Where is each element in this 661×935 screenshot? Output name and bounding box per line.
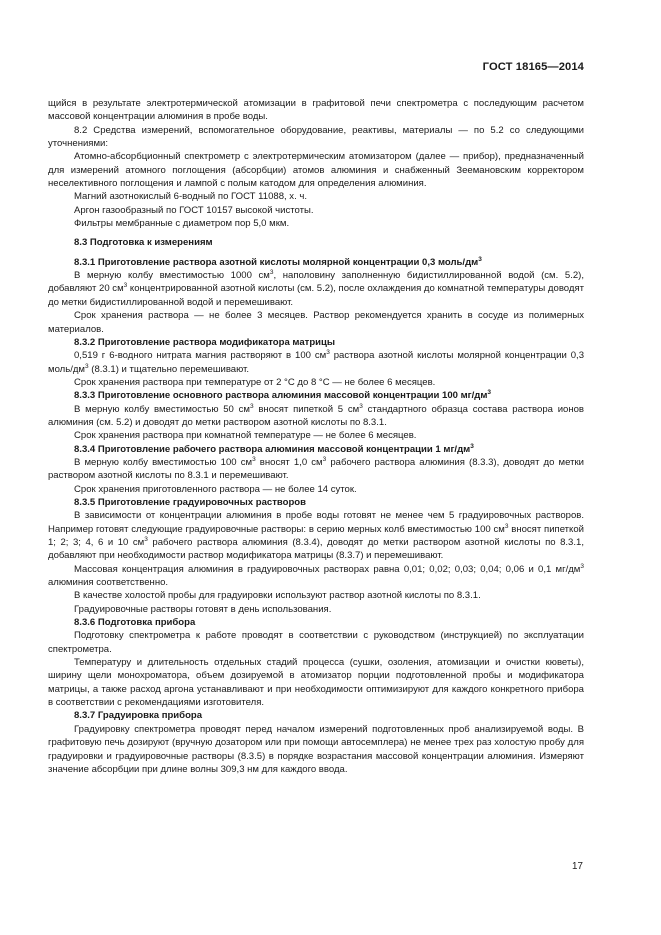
section-heading-8-3-3: 8.3.3 Приготовление основного раствора алюминия массовой концентрации 100 $мг/дм^3$	[74, 389, 492, 402]
paragraph: В мерную колбу вместимостью 1000 $см^3$, наполовину заполненную бидистиллированной водой (см. 5.2), добавляют 20 $см^3$ концентрированной азотной кислоты (см. 5.2), после охлаждения до комнатной температуры доводят до метки бидистиллированной водой и перемешивают.	[48, 269, 584, 308]
paragraph: Срок хранения раствора при температуре от 2 °С до 8 °С — не более 6 месяцев.	[74, 376, 436, 388]
page-number: 17	[572, 861, 583, 872]
paragraph: В зависимости от концентрации алюминия в пробе воды готовят не менее чем 5 градуировочных растворов. Например готовят следующие градуировочные растворы: в серию мерных колб вместимостью 100 $см^3$ вносят пипеткой 1; 2; 3; 4, 6 и 10 $см^3$ рабочего раствора алюминия (8.3.4), доводят до метки раствором азотной кислоты по 8.3.1, добавляют при необходимости раствор модификатора матрицы (8.3.7) и перемешивают.	[48, 510, 584, 562]
paragraph: В мерную колбу вместимостью 50 $см^3$ вносят пипеткой 5 $см^3$ стандартного образца состава раствора ионов алюминия (см. 5.2) и доводят до метки раствором азотной кислоты по 8.3.1.	[48, 402, 584, 428]
paragraph: 8.2 Средства измерений, вспомогательное оборудование, реактивы, материалы — по 5.2 со следующими уточнениями:	[48, 124, 584, 150]
paragraph: Градуировочные растворы готовят в день использования.	[74, 603, 332, 615]
paragraph: В качестве холостой пробы для градуировки используют раствор азотной кислоты по 8.3.1.	[74, 590, 481, 602]
section-heading-8-3-5: 8.3.5 Приготовление градуировочных растворов	[74, 496, 306, 508]
paragraph: Аргон газообразный по ГОСТ 10157 высокой чистоты.	[74, 204, 314, 216]
paragraph: Магний азотнокислый 6-водный по ГОСТ 11088, х. ч.	[74, 191, 308, 203]
paragraph: Фильтры мембранные с диаметром пор 5,0 мкм.	[74, 218, 290, 230]
document-body	[48, 97, 584, 776]
paragraph: Температуру и длительность отдельных стадий процесса (сушки, озоления, атомизации и очистки кюветы), ширину щели монохроматора, объем дозируемой в атомизатор порции подготовленной пробы и модификатора матрицы, а также расход аргона устанавливают и при необходимости оптимизируют для каждого конкретного прибора в соответствии с рекомендациями изготовителя.	[48, 657, 584, 709]
section-heading-8-3-6: 8.3.6 Подготовка прибора	[74, 617, 196, 629]
paragraph: Градуировку спектрометра проводят перед началом измерений подготовленных проб анализируемой воды. В графитовую печь дозируют (вручную дозатором или при помощи автосемплера) не менее трех раз холостую пробу для градуировки и градуировочные растворы (8.3.5) в порядке возрастания массовой концентрации алюминия. Измеряют значение абсорбции при длине волны 309,3 нм для каждого ввода.	[48, 723, 584, 775]
section-heading-8-3-7: 8.3.7 Градуировка прибора	[74, 710, 203, 722]
section-heading-8-3: 8.3 Подготовка к измерениям	[74, 237, 213, 249]
section-heading-8-3-1: 8.3.1 Приготовление раствора азотной кислоты молярной концентрации 0,3 моль/$дм^3$	[74, 255, 482, 268]
paragraph: щийся в результате электротермической атомизации в графитовой печи спектрометра с последующим расчетом массовой концентрации алюминия в пробе воды.	[48, 98, 584, 123]
paragraph: Атомно-абсорбционный спектрометр с электротермическим атомизатором (далее — прибор), предназначенный для измерений атомного поглощения (абсорбции) атомов алюминия и снабженный Зеемановским корректором неселективного поглощения и лампой с полым катодом для определения алюминия.	[48, 151, 584, 190]
paragraph: Срок хранения приготовленного раствора — не более 14 суток.	[74, 483, 357, 495]
paragraph: Срок хранения раствора при комнатной температуре — не более 6 месяцев.	[74, 430, 417, 442]
section-heading-8-3-4: 8.3.4 Приготовление рабочего раствора алюминия массовой концентрации 1 $мг/дм^3$	[74, 442, 474, 455]
paragraph: Подготовку спектрометра к работе проводят в соответствии с руководством (инструкцией) по эксплуатации спектрометра.	[48, 630, 584, 655]
paragraph: В мерную колбу вместимостью 100 $см^3$ вносят 1,0 $см^3$ рабочего раствора алюминия (8.3.3), доводят до метки раствором азотной кислоты по 8.3.1 и перемешивают.	[48, 455, 584, 482]
section-heading-8-3-2: 8.3.2 Приготовление раствора модификатора матрицы	[74, 336, 336, 348]
paragraph: Срок хранения раствора — не более 3 месяцев. Раствор рекомендуется хранить в сосуде из полимерных материалов.	[48, 310, 584, 335]
paragraph: 0,519 г 6-водного нитрата магния растворяют в 100 $см^3$ раствора азотной кислоты молярной концентрации 0,3 моль/$дм^3$ (8.3.1) и тщательно перемешивают.	[48, 349, 585, 375]
paragraph: Массовая концентрация алюминия в градуировочных растворах равна 0,01; 0,02; 0,03; 0,04; 0,06 и 0,1 $мг/дм^3$ алюминия соответственно.	[48, 562, 584, 589]
document-header-standard: ГОСТ 18165—2014	[482, 61, 584, 73]
